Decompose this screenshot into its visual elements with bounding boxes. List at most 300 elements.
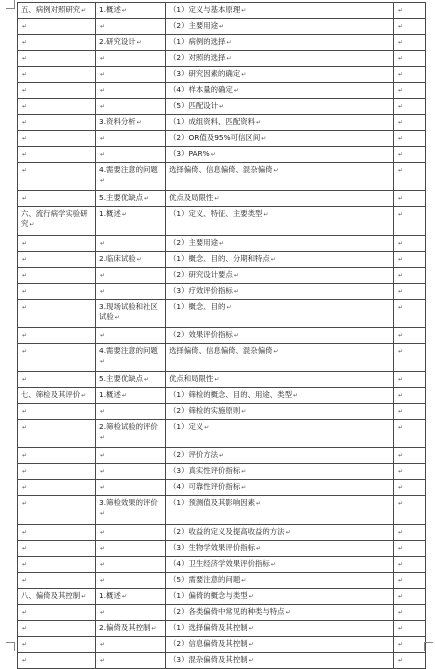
content-cell [166,525,394,541]
cell-text: （2）信息偏倚及其控制 [169,639,248,648]
section-cell [18,448,96,464]
remark-cell [394,557,426,573]
cell-text: 4.需要注意的问题 [99,346,158,355]
table-row [18,525,426,541]
paragraph-mark-icon: ↵ [285,609,291,616]
table-row [18,163,426,191]
table-row [18,300,426,328]
paragraph-mark-icon: ↵ [121,7,127,14]
topic-cell [96,268,166,284]
section-cell [18,51,96,67]
section-cell [18,99,96,115]
topic-cell [96,420,166,448]
paragraph-mark-icon: ↵ [144,376,150,383]
cell-text: 2.临床试验 [99,254,136,263]
table-row [18,131,426,147]
content-cell [166,115,394,131]
paragraph-mark-icon: ↵ [100,332,106,339]
topic-cell [96,344,166,372]
remark-cell [394,464,426,480]
paragraph-mark-icon: ↵ [121,211,127,218]
paragraph-mark-icon: ↵ [256,119,262,126]
remark-cell [394,621,426,637]
content-cell [166,83,394,99]
table-row [18,268,426,284]
remark-cell [394,147,426,163]
paragraph-mark-icon: ↵ [81,593,87,600]
paragraph-mark-icon: ↵ [398,39,404,46]
table-row [18,480,426,496]
paragraph-mark-icon: ↵ [22,561,28,568]
paragraph-mark-icon: ↵ [292,392,298,399]
cell-text: 选择偏倚、信息偏倚、混杂偏倚 [169,346,273,355]
content-cell [166,3,394,19]
section-cell [18,191,96,207]
paragraph-mark-icon: ↵ [398,87,404,94]
topic-cell [96,131,166,147]
section-cell [18,525,96,541]
paragraph-mark-icon: ↵ [100,641,106,648]
paragraph-mark-icon: ↵ [256,545,262,552]
cell-text: （2）OR值及95%可信区间 [169,133,261,142]
cell-text: 5.主要优缺点 [99,374,144,383]
table-row [18,236,426,252]
paragraph-mark-icon: ↵ [398,135,404,142]
section-cell [18,621,96,637]
paragraph-mark-icon: ↵ [22,71,28,78]
remark-cell [394,191,426,207]
paragraph-mark-icon: ↵ [22,240,28,247]
paragraph-mark-icon: ↵ [270,256,276,263]
content-cell [166,573,394,589]
paragraph-mark-icon: ↵ [398,167,404,174]
table-row [18,252,426,268]
paragraph-mark-icon: ↵ [100,23,106,30]
topic-cell [96,236,166,252]
paragraph-mark-icon: ↵ [22,304,28,311]
content-cell [166,99,394,115]
crop-mark-top-left [6,0,15,9]
remark-cell [394,207,426,236]
cell-text: （3）PAR% [169,149,210,158]
paragraph-mark-icon: ↵ [219,103,225,110]
content-cell [166,541,394,557]
section-cell [18,163,96,191]
paragraph-mark-icon: ↵ [136,119,142,126]
paragraph-mark-icon: ↵ [398,657,404,664]
remark-cell [394,19,426,35]
paragraph-mark-icon: ↵ [398,71,404,78]
cell-text: （5）匹配设计 [169,101,219,110]
cell-text: 五、病例对照研究 [21,5,81,14]
section-cell [18,252,96,268]
topic-cell [96,191,166,207]
table-row [18,83,426,99]
topic-cell [96,589,166,605]
cell-text: （1）病例的选择 [169,37,226,46]
section-cell [18,388,96,404]
paragraph-mark-icon: ↵ [100,484,106,491]
paragraph-mark-icon: ↵ [214,195,220,202]
cell-text: 选择偏倚、信息偏倚、混杂偏倚 [169,165,273,174]
remark-cell [394,420,426,448]
table-row [18,3,426,19]
content-cell [166,589,394,605]
paragraph-mark-icon: ↵ [121,392,127,399]
paragraph-mark-icon: ↵ [241,71,247,78]
cell-text: （2）主要用途 [169,238,219,247]
paragraph-mark-icon: ↵ [248,641,254,648]
paragraph-mark-icon: ↵ [22,332,28,339]
paragraph-mark-icon: ↵ [100,545,106,552]
topic-cell [96,284,166,300]
topic-cell [96,621,166,637]
paragraph-mark-icon: ↵ [398,23,404,30]
paragraph-mark-icon: ↵ [22,609,28,616]
section-cell [18,573,96,589]
topic-cell [96,67,166,83]
paragraph-mark-icon: ↵ [241,468,247,475]
paragraph-mark-icon: ↵ [219,240,225,247]
crop-mark-bottom-right [424,642,433,651]
paragraph-mark-icon: ↵ [144,195,150,202]
content-cell [166,496,394,525]
topic-cell [96,573,166,589]
paragraph-mark-icon: ↵ [22,424,28,431]
cell-text: （2）主要用途 [169,21,219,30]
paragraph-mark-icon: ↵ [22,545,28,552]
paragraph-mark-icon: ↵ [241,484,247,491]
remark-cell [394,99,426,115]
table-row [18,99,426,115]
topic-cell [96,163,166,191]
cell-text: （1）成组资料、匹配资料 [169,117,256,126]
remark-cell [394,83,426,99]
section-cell [18,344,96,372]
section-cell [18,541,96,557]
table-row [18,35,426,51]
remark-cell [394,573,426,589]
paragraph-mark-icon: ↵ [398,103,404,110]
table-row [18,388,426,404]
paragraph-mark-icon: ↵ [241,7,247,14]
topic-cell [96,252,166,268]
cell-text: （2）评价方法 [169,450,219,459]
paragraph-mark-icon: ↵ [398,151,404,158]
paragraph-mark-icon: ↵ [81,392,87,399]
paragraph-mark-icon: ↵ [273,348,279,355]
topic-cell [96,525,166,541]
section-cell [18,404,96,420]
cell-text: （1）预测值及其影响因素 [169,498,256,507]
content-cell [166,131,394,147]
remark-cell [394,541,426,557]
content-cell [166,207,394,236]
paragraph-mark-icon: ↵ [226,39,232,46]
content-cell [166,268,394,284]
paragraph-mark-icon: ↵ [100,561,106,568]
section-cell [18,496,96,525]
cell-text: 4.需要注意的问题 [99,165,158,174]
paragraph-mark-icon: ↵ [100,609,106,616]
section-cell [18,420,96,448]
remark-cell [394,525,426,541]
remark-cell [394,284,426,300]
cell-text: 1.概述 [99,390,121,399]
cell-text: （1）定义与基本原理 [169,5,241,14]
crop-mark-bottom-left [6,642,15,651]
cell-text: （5）需要注意的问题 [169,575,241,584]
topic-cell [96,3,166,19]
cell-text: （1）概念、目的 [169,302,226,311]
topic-cell [96,496,166,525]
content-cell [166,67,394,83]
paragraph-mark-icon: ↵ [100,71,106,78]
section-cell [18,115,96,131]
remark-cell [394,344,426,372]
table-row [18,589,426,605]
cell-text: （3）研究因素的确定 [169,69,241,78]
remark-cell [394,372,426,388]
paragraph-mark-icon: ↵ [100,176,106,184]
paragraph-mark-icon: ↵ [398,348,404,355]
remark-cell [394,115,426,131]
paragraph-mark-icon: ↵ [270,561,276,568]
cell-text: 1.概述 [99,5,121,14]
paragraph-mark-icon: ↵ [100,103,106,110]
section-cell [18,236,96,252]
paragraph-mark-icon: ↵ [398,468,404,475]
table-row [18,605,426,621]
paragraph-mark-icon: ↵ [22,348,28,355]
section-cell [18,637,96,653]
topic-cell [96,637,166,653]
remark-cell [394,448,426,464]
content-cell [166,420,394,448]
cell-text: （3）疗效评价指标 [169,286,233,295]
section-cell [18,131,96,147]
table-row [18,637,426,653]
table-row [18,284,426,300]
paragraph-mark-icon: ↵ [204,424,210,431]
topic-cell [96,19,166,35]
paragraph-mark-icon: ↵ [22,577,28,584]
paragraph-mark-icon: ↵ [219,452,225,459]
paragraph-mark-icon: ↵ [100,357,106,365]
paragraph-mark-icon: ↵ [22,529,28,536]
paragraph-mark-icon: ↵ [22,195,28,202]
remark-cell [394,496,426,525]
section-cell [18,464,96,480]
table-row [18,115,426,131]
remark-cell [394,653,426,669]
paragraph-mark-icon: ↵ [100,288,106,295]
section-cell [18,300,96,328]
paragraph-mark-icon: ↵ [100,272,106,279]
cell-text: 3.现场试验和社区试验 [99,302,158,321]
cell-text: （1）概念、目的、分期和特点 [169,254,270,263]
remark-cell [394,480,426,496]
paragraph-mark-icon: ↵ [226,304,232,311]
paragraph-mark-icon: ↵ [100,408,106,415]
topic-cell [96,404,166,420]
paragraph-mark-icon: ↵ [22,55,28,62]
table-row [18,207,426,236]
paragraph-mark-icon: ↵ [285,529,291,536]
paragraph-mark-icon: ↵ [248,593,254,600]
remark-cell [394,300,426,328]
table-row [18,344,426,372]
content-cell [166,605,394,621]
paragraph-mark-icon: ↵ [100,529,106,536]
topic-cell [96,557,166,573]
topic-cell [96,328,166,344]
paragraph-mark-icon: ↵ [100,509,106,517]
section-cell [18,83,96,99]
paragraph-mark-icon: ↵ [398,55,404,62]
paragraph-mark-icon: ↵ [233,288,239,295]
paragraph-mark-icon: ↵ [398,484,404,491]
topic-cell [96,147,166,163]
section-cell [18,284,96,300]
table-row [18,496,426,525]
paragraph-mark-icon: ↵ [22,256,28,263]
paragraph-mark-icon: ↵ [100,55,106,62]
table-row [18,51,426,67]
content-cell [166,621,394,637]
paragraph-mark-icon: ↵ [22,87,28,94]
section-cell [18,372,96,388]
paragraph-mark-icon: ↵ [398,211,404,218]
topic-cell [96,653,166,669]
cell-text: （4）卫生经济学效果评价指标 [169,559,270,568]
table-row [18,372,426,388]
paragraph-mark-icon: ↵ [398,625,404,632]
table-row [18,67,426,83]
cell-text: （4）可靠性评价指标 [169,482,241,491]
paragraph-mark-icon: ↵ [114,313,120,321]
paragraph-mark-icon: ↵ [22,135,28,142]
paragraph-mark-icon: ↵ [398,376,404,383]
content-cell [166,448,394,464]
paragraph-mark-icon: ↵ [22,272,28,279]
content-cell [166,372,394,388]
cell-text: （2）对照的选择 [169,53,226,62]
paragraph-mark-icon: ↵ [398,577,404,584]
cell-text: 5.主要优缺点 [99,193,144,202]
paragraph-mark-icon: ↵ [22,23,28,30]
section-cell [18,589,96,605]
topic-cell [96,99,166,115]
paragraph-mark-icon: ↵ [100,577,106,584]
paragraph-mark-icon: ↵ [398,452,404,459]
content-cell [166,236,394,252]
remark-cell [394,67,426,83]
content-cell [166,388,394,404]
cell-text: 2.筛检试验的评价 [99,422,158,431]
paragraph-mark-icon: ↵ [100,468,106,475]
cell-text: （2）效果评价指标 [169,330,233,339]
topic-cell [96,464,166,480]
section-cell [18,67,96,83]
paragraph-mark-icon: ↵ [398,304,404,311]
topic-cell [96,372,166,388]
paragraph-mark-icon: ↵ [233,272,239,279]
paragraph-mark-icon: ↵ [22,119,28,126]
remark-cell [394,252,426,268]
paragraph-mark-icon: ↵ [398,272,404,279]
content-cell [166,300,394,328]
paragraph-mark-icon: ↵ [241,408,247,415]
paragraph-mark-icon: ↵ [22,641,28,648]
content-cell [166,35,394,51]
section-cell [18,605,96,621]
paragraph-mark-icon: ↵ [22,408,28,415]
table-row [18,404,426,420]
paragraph-mark-icon: ↵ [398,119,404,126]
section-cell [18,19,96,35]
paragraph-mark-icon: ↵ [121,593,127,600]
paragraph-mark-icon: ↵ [100,87,106,94]
cell-text: 六、流行病学实验研究 [21,209,88,228]
paragraph-mark-icon: ↵ [248,625,254,632]
remark-cell [394,328,426,344]
content-cell [166,51,394,67]
cell-text: （3）混杂偏倚及其控制 [169,655,248,664]
paragraph-mark-icon: ↵ [100,452,106,459]
topic-cell [96,115,166,131]
paragraph-mark-icon: ↵ [22,625,28,632]
paragraph-mark-icon: ↵ [100,240,106,247]
paragraph-mark-icon: ↵ [22,468,28,475]
paragraph-mark-icon: ↵ [214,376,220,383]
paragraph-mark-icon: ↵ [219,23,225,30]
table-row [18,328,426,344]
section-cell [18,480,96,496]
table-row [18,557,426,573]
remark-cell [394,51,426,67]
remark-cell [394,605,426,621]
remark-cell [394,236,426,252]
cell-text: （2）收益的定义及提高收益的方法 [169,527,285,536]
paragraph-mark-icon: ↵ [248,657,254,664]
paragraph-mark-icon: ↵ [22,288,28,295]
cell-text: （3）生物学效果评价指标 [169,543,256,552]
paragraph-mark-icon: ↵ [22,484,28,491]
paragraph-mark-icon: ↵ [398,424,404,431]
topic-cell [96,83,166,99]
paragraph-mark-icon: ↵ [241,577,247,584]
topic-cell [96,35,166,51]
paragraph-mark-icon: ↵ [398,529,404,536]
paragraph-mark-icon: ↵ [398,332,404,339]
topic-cell [96,480,166,496]
table-row [18,621,426,637]
paragraph-mark-icon: ↵ [256,500,262,507]
topic-cell [96,448,166,464]
content-cell [166,252,394,268]
paragraph-mark-icon: ↵ [210,151,216,158]
paragraph-mark-icon: ↵ [22,500,28,507]
content-cell [166,404,394,420]
topic-cell [96,605,166,621]
cell-text: （1）筛检的概念、目的、用途、类型 [169,390,292,399]
cell-text: （2）筛检的实施原则 [169,406,241,415]
content-cell [166,480,394,496]
cell-text: （1）定义、特征、主要类型 [169,209,263,218]
table-row [18,147,426,163]
cell-text: （1）选择偏倚及其控制 [169,623,248,632]
